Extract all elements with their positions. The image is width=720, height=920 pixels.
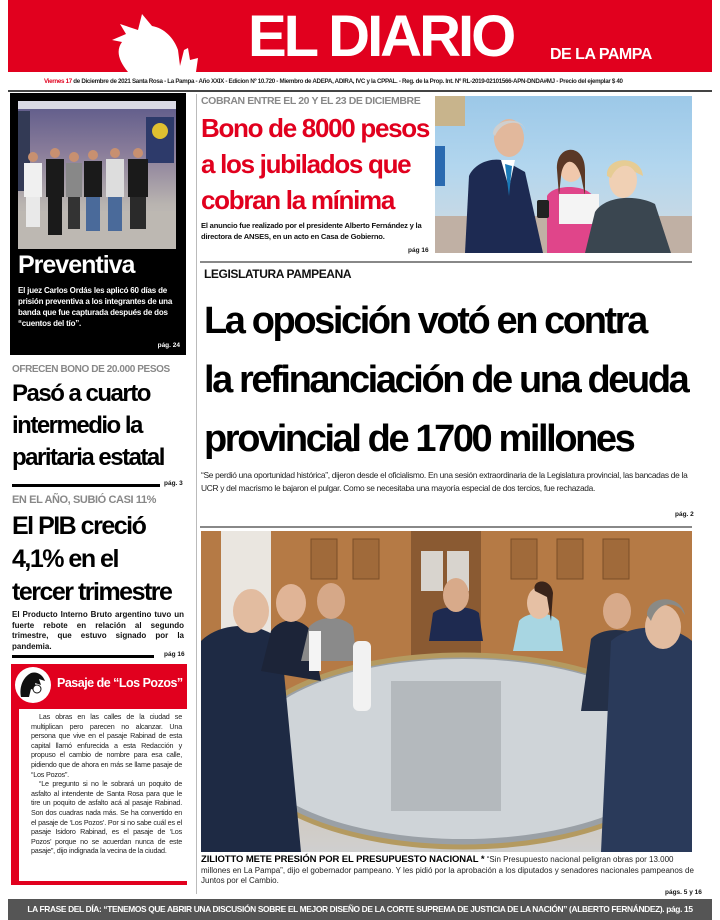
masthead-title: EL DIARIO xyxy=(248,4,514,69)
story-summary: “Se perdió una oportunidad histórica”, dijeron desde el oficialismo. En una sesión extraordinaria de la Legislatura provincial, las bancadas de la UCR y del macrismo le bajaron el pulgar. Como se necesitaba una mayoría especial de dos tercios, fue rechazada. xyxy=(201,470,688,493)
masthead-subtitle: DE LA PAMPA xyxy=(550,46,652,63)
column-pozos[interactable] xyxy=(11,664,187,885)
headline-bono[interactable] xyxy=(201,110,429,218)
page-reference: pág 16 xyxy=(164,651,185,658)
headline: Preventiva xyxy=(18,251,135,279)
masthead xyxy=(8,0,712,72)
quote-of-the-day: LA FRASE DEL DÍA: “TENEMOS QUE ABRIR UNA DISCUSIÓN SOBRE EL MEJOR DISEÑO DE LA CORTE SUPREMA DE JUSTICIA DE LA NACIÓN” (ALBERTO FERNÁNDEZ). pág. 15 xyxy=(27,904,693,914)
story-preventiva[interactable] xyxy=(10,93,186,355)
headline-line: El PIB creció xyxy=(12,512,146,540)
story-ziliotto[interactable] xyxy=(201,855,695,887)
divider xyxy=(200,261,692,263)
headline-line: paritaria estatal xyxy=(12,444,164,471)
headline-paritaria[interactable] xyxy=(12,378,164,474)
headline-line: Pasó a cuarto xyxy=(12,380,150,407)
story-summary: El anuncio fue realizado por el presidente Alberto Fernández y la directora de ANSES, en un acto en Casa de Gobierno. xyxy=(201,221,422,241)
headline-line: La oposición votó en contra xyxy=(204,300,646,342)
headline-line: Bono de 8000 pesos xyxy=(201,113,430,143)
divider xyxy=(12,484,160,487)
kicker: EN EL AÑO, SUBIÓ CASI 11% xyxy=(12,494,157,506)
column-mascot-icon xyxy=(15,667,51,703)
dateline-day: Viernes 17 xyxy=(44,78,72,85)
story-summary: El Producto Interno Bruto argentino tuvo un fuerte rebote en relación al segundo trimestre, que estuvo signado por la pandemia. xyxy=(12,610,184,651)
page-reference: pág 16 xyxy=(408,247,429,254)
kicker: OFRECEN BONO DE 20.000 PESOS xyxy=(12,364,170,375)
kicker: COBRAN ENTRE EL 20 Y EL 23 DE DICIEMBRE xyxy=(201,95,421,107)
kicker: LEGISLATURA PAMPEANA xyxy=(204,267,352,281)
quote-of-the-day-bar xyxy=(8,899,712,920)
column-divider xyxy=(196,94,197,894)
dateline-info: de Diciembre de 2021 Santa Rosa - La Pampa - Año XXIX - Edicion Nº 10.720 - Miembro de ADEPA, ADIRA, IVC y la CPPAL. - Reg. de la Prop. Int. Nº RL-2019-02101566-APN-DNDA#MJ - Precio del ejemplar $ 40 xyxy=(73,78,623,85)
paragraph: Las obras en las calles de la ciudad se multiplican pero parecen no alcanzar. Una persona que vive en el pasaje Rabinad de esta capital llamó enfurecida a esta Redacción y propuso el cambio de nombre para esa calle, pidiendo que de ahora en más se llame pasaje de “Los Pozos”. xyxy=(31,712,182,779)
divider xyxy=(8,90,712,92)
headline-line: a los jubilados que xyxy=(201,149,411,179)
story-summary: El juez Carlos Ordás les aplicó 60 días de prisión preventiva a los integrantes de una banda que fue capturada después de dos “cuentos del tío”. xyxy=(18,286,173,328)
headline-pib[interactable] xyxy=(12,510,171,609)
photo-arrests xyxy=(18,101,176,249)
column-title: Pasaje de “Los Pozos” xyxy=(57,676,183,690)
headline-line: cobran la mínima xyxy=(201,185,395,215)
headline-line: intermedio la xyxy=(12,412,142,439)
photo-president xyxy=(435,96,692,253)
newspaper-logo-icon xyxy=(108,10,238,72)
headline: ZILIOTTO METE PRESIÓN POR EL PRESUPUESTO NACIONAL * xyxy=(201,854,485,865)
story-summary: “Sin Presupuesto nacional peligran obras por 13.000 millones en La Pampa”, dijo el gobernador pampeano. Y les pidió por la aprobación a los diputados y senadores nacionales pampeanos de Juntos por el Cambio. xyxy=(201,855,694,885)
page-reference: pág. 3 xyxy=(164,480,183,487)
headline-main[interactable] xyxy=(204,292,687,469)
photo-meeting xyxy=(201,531,692,852)
headline-line: tercer trimestre xyxy=(12,578,172,606)
page-reference: págs. 5 y 16 xyxy=(665,889,702,896)
divider xyxy=(200,526,692,528)
paragraph: “Le pregunto si no le sobrará un poquito de asfalto al intendente de Santa Rosa para que le tire un poquito de asfalto acá al pasaje Rabinad. Son dos cuadras nada más. Se ha convertido en el pasaje de ‘Los Pozos’. Por si no sabe cuál es el pasaje Isidoro Rabinad, es el pasaje de ‘Los Pozos’ porque no se acuerdan nunca de este pasaje”, dijo indignada la vecina de la ciudad. xyxy=(31,779,182,856)
page-reference: pág. 2 xyxy=(675,511,694,518)
column-body xyxy=(19,709,187,881)
dateline xyxy=(8,74,712,90)
divider xyxy=(12,655,154,658)
page-reference: pág. 24 xyxy=(157,342,180,349)
headline-line: la refinanciación de una deuda xyxy=(204,359,688,401)
headline-line: 4,1% en el xyxy=(12,545,118,573)
headline-line: provincial de 1700 millones xyxy=(204,418,634,460)
